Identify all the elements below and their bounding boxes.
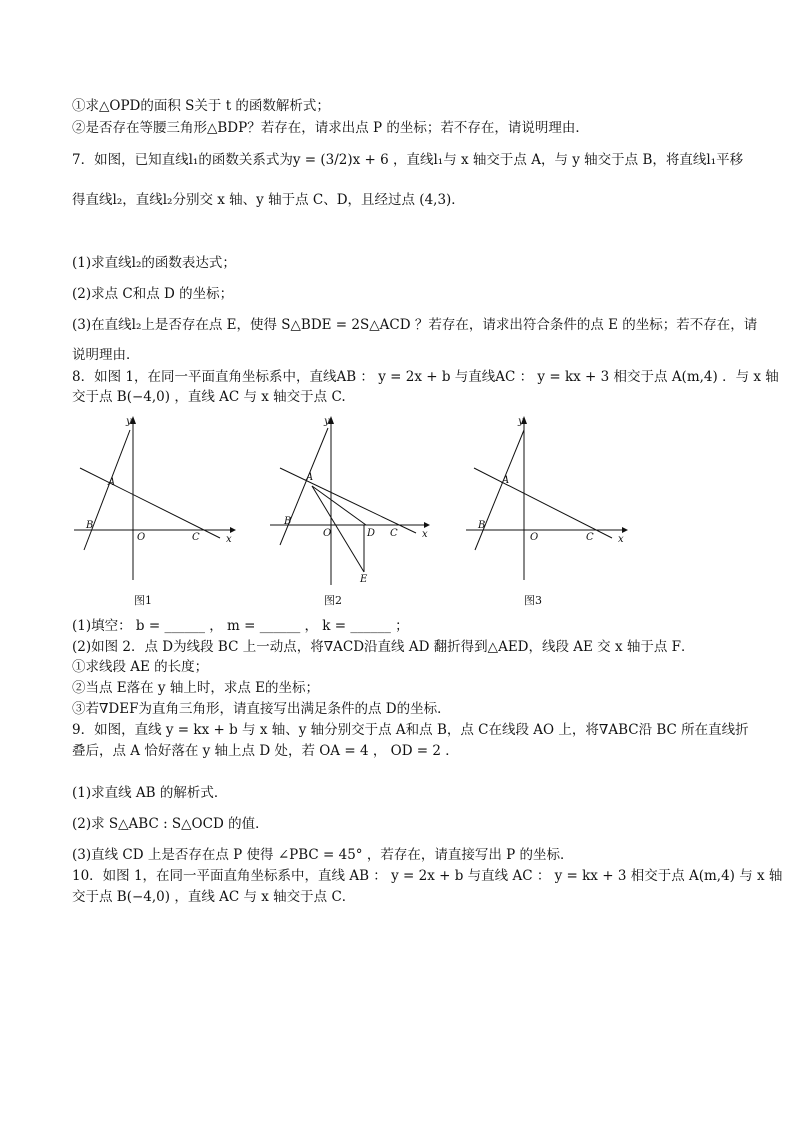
origin-label: O	[323, 528, 332, 539]
text-line-1: ①求△OPD的面积 S关于 t 的函数解析式；	[72, 98, 330, 114]
figure-3-caption: 图3	[524, 594, 542, 607]
problem-7-question-3-cont: 说明理由．	[72, 347, 140, 363]
figure-2	[266, 410, 436, 607]
figure-1	[70, 410, 240, 607]
problem-9-line-1: 9．如图，直线 y = kx + b 与 x 轴、y 轴分别交于点 A和点 B，点 C在线段 AO 上，将∇ABC沿 BC 所在直线折	[72, 722, 749, 738]
problem-9-question-2: (2)求 S△ABC : S△OCD 的值．	[72, 816, 269, 832]
point-a-label: A	[306, 472, 314, 483]
x-axis-label: x	[422, 529, 428, 540]
problem-9-line-2: 叠后，点 A 恰好落在 y 轴上点 D 处，若 OA = 4 ， OD = 2 ．	[72, 743, 459, 759]
figure-1-caption: 图1	[134, 594, 152, 607]
point-a-label: A	[108, 477, 116, 488]
problem-7-question-2: (2)求点 C和点 D 的坐标；	[72, 286, 234, 302]
figure-2-diagram	[266, 410, 436, 590]
point-b-label: B	[284, 516, 292, 527]
problem-10-line-1: 10．如图 1，在同一平面直角坐标系中，直线 AB ： y = 2x + b 与直线 AC ： y = kx + 3 相交于点 A(m,4) 与 x 轴	[72, 868, 783, 884]
point-a-label: A	[502, 475, 510, 486]
figure-3	[462, 410, 632, 607]
point-b-label: B	[86, 520, 94, 531]
origin-label: O	[530, 532, 539, 543]
point-b-label: B	[478, 520, 486, 531]
problem-7-line-1: 7．如图，已知直线l₁的函数关系式为y = (3/2)x + 6 ，直线l₁与 x 轴交于点 A，与 y 轴交于点 B，将直线l₁平移	[72, 152, 744, 168]
x-axis-label: x	[226, 534, 232, 545]
problem-8-sub-3: ③若∇DEF为直角三角形，请直接写出满足条件的点 D的坐标．	[72, 701, 451, 717]
problem-8-sub-2: ②当点 E落在 y 轴上时，求点 E的坐标；	[72, 680, 320, 696]
point-e-label: E	[360, 574, 368, 585]
figure-1-diagram	[70, 410, 240, 590]
problem-7-question-1: (1)求直线l₂的函数表达式；	[72, 255, 236, 271]
point-d-label: D	[367, 528, 376, 539]
problem-8-question-1: (1)填空： b = ______ ， m = ______ ， k = ______ ；	[72, 618, 409, 634]
point-c-label: C	[192, 532, 200, 543]
problem-8-sub-1: ①求线段 AE 的长度；	[72, 659, 209, 675]
point-c-label: C	[586, 532, 594, 543]
figure-3-diagram	[462, 410, 632, 590]
y-axis-label: y	[324, 416, 330, 427]
problem-7-line-2: 得直线l₂，直线l₂分别交 x 轴、y 轴于点 C、D，且经过点 (4,3)．	[72, 192, 465, 208]
problem-9-question-1: (1)求直线 AB 的解析式．	[72, 785, 228, 801]
problem-10-line-2: 交于点 B(−4,0) ，直线 AC 与 x 轴交于点 C．	[72, 889, 356, 905]
y-axis-label: y	[126, 416, 132, 427]
point-c-label: C	[390, 528, 398, 539]
origin-label: O	[137, 532, 146, 543]
problem-8-line-2: 交于点 B(−4,0) ，直线 AC 与 x 轴交于点 C.	[72, 389, 346, 405]
problem-8-question-2: (2)如图 2．点 D为线段 BC 上一动点，将∇ACD沿直线 AD 翻折得到△AED，线段 AE 交 x 轴于点 F．	[72, 639, 695, 655]
problem-9-question-3: (3)直线 CD 上是否存在点 P 使得 ∠PBC = 45° ，若存在，请直接写出 P 的坐标．	[72, 847, 574, 863]
x-axis-label: x	[618, 534, 624, 545]
problem-7-question-3: (3)在直线l₂上是否存在点 E，使得 S△BDE = 2S△ACD ？若存在，请求出符合条件的点 E 的坐标；若不存在，请	[72, 317, 758, 333]
figure-2-caption: 图2	[324, 594, 342, 607]
problem-8-line-1: 8．如图 1，在同一平面直角坐标系中，直线AB ： y = 2x + b 与直线AC ： y = kx + 3 相交于点 A(m,4) ．与 x 轴	[72, 369, 779, 385]
text-line-2: ②是否存在等腰三角形△BDP？若存在，请求出点 P 的坐标；若不存在，请说明理由．	[72, 120, 589, 136]
y-axis-label: y	[518, 416, 524, 427]
